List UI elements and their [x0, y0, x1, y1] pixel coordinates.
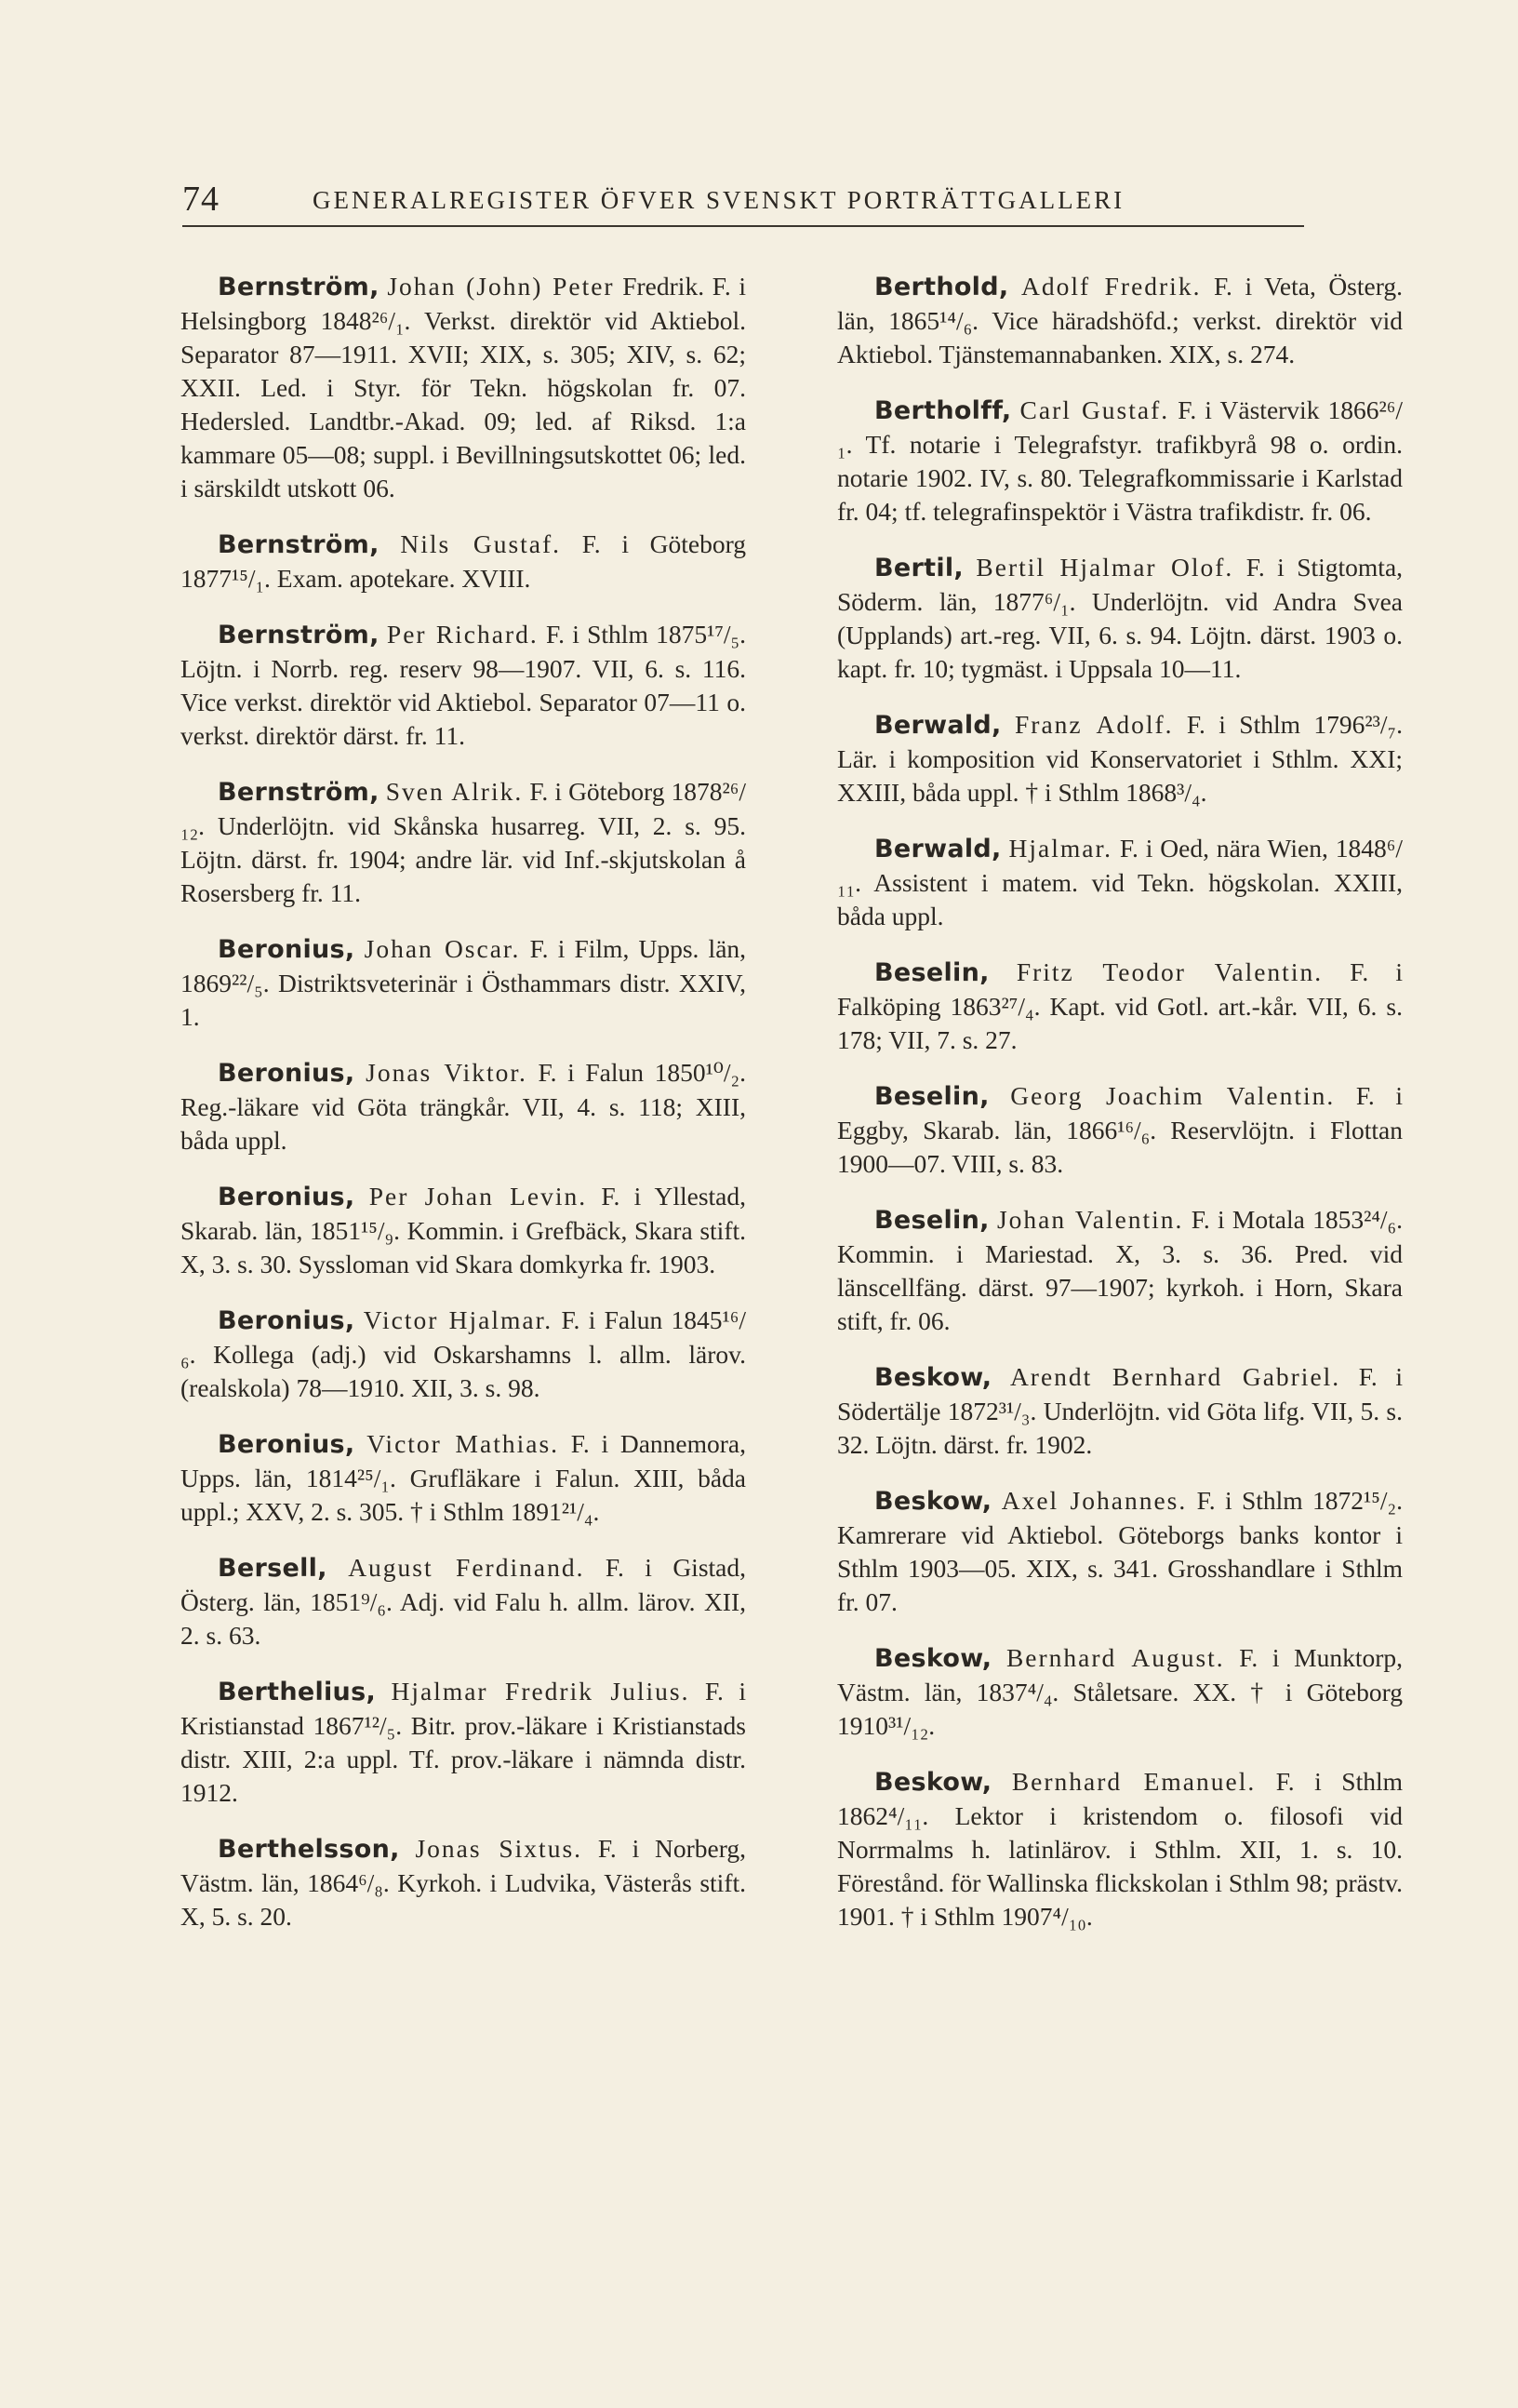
entry-given-names: Adolf Fredrik.: [1020, 272, 1202, 301]
entry-surname: Bernström,: [218, 530, 380, 559]
entry-details: F. i Eggby, Skarab. län, 1866¹⁶/₆. Reservlöjtn. i Flottan 1900—07. VIII, s. 83.: [837, 1081, 1403, 1178]
register-entry: [180, 1675, 746, 1810]
entry-surname: Berwald,: [874, 711, 1002, 740]
entry-given-names: Bertil Hjalmar Olof.: [976, 553, 1234, 582]
entry-surname: Berthelius,: [218, 1678, 377, 1706]
entry-details: F. i Motala 1853²⁴/₆. Kommin. i Mariestad. X, 3. s. 36. Pred. vid länscellfäng. därst. 97—1907; kyrkoh. i Horn, Skara stift, fr. 06.: [837, 1205, 1404, 1335]
register-entry: [837, 1641, 1403, 1743]
entry-surname: Berthold,: [874, 273, 1009, 301]
entry-given-names: Bernhard August.: [1005, 1643, 1225, 1672]
entry-details: F. i Gistad, Österg. län, 1851⁹/₆. Adj. vid Falu h. allm. lärov. XII, 2. s. 63.: [180, 1553, 746, 1650]
entry-details: F. i Falköping 1863²⁷/₄. Kapt. vid Gotl. art.-kår. VII, 6. s. 178; VII, 7. s. 27.: [837, 957, 1404, 1054]
entry-details: F. i Dannemora, Upps. län, 1814²⁵/₁. Grufläkare i Falun. XIII, båda uppl.; XXV, 2. s. 305. † i Sthlm 1891²¹/₄.: [180, 1429, 746, 1526]
register-entry: [837, 1360, 1403, 1462]
register-entry: [180, 270, 746, 505]
entry-surname: Beronius,: [218, 1306, 355, 1335]
entry-details: F. i Veta, Österg. län, 1865¹⁴/₆. Vice häradshöfd.; verkst. direktör vid Aktiebol. Tjänstemannabanken. XIX, s. 274.: [837, 272, 1404, 368]
register-entry: [837, 708, 1403, 809]
entry-surname: Bernström,: [218, 778, 380, 807]
entry-given-names: Axel Johannes.: [1001, 1486, 1188, 1515]
entry-details: F. i Västervik 1866²⁶/₁. Tf. notarie i Telegrafstyr. trafikbyrå 98 o. ordin. notarie 1902. IV, s. 80. Telegrafkommissarie i Karlstad fr. 04; tf. telegrafinspektör i Västra trafikdistr. fr. 06.: [837, 395, 1404, 526]
entry-given-names: August Ferdinand.: [348, 1553, 585, 1582]
running-title: GENERALREGISTER ÖFVER SVENSKT PORTRÄTTGALLERI: [313, 186, 1125, 214]
entry-given-names: Sven Alrik.: [385, 777, 524, 806]
entry-given-names: Jonas Sixtus.: [415, 1834, 583, 1863]
entry-given-names: Franz Adolf.: [1015, 710, 1174, 739]
register-entry: [180, 775, 746, 910]
entry-given-names: Victor Hjalmar.: [363, 1305, 553, 1334]
entry-given-names: Georg Joachim Valentin.: [1010, 1081, 1336, 1110]
entry-given-names: Fritz Teodor Valentin.: [1016, 957, 1324, 986]
entry-surname: Beselin,: [874, 958, 990, 987]
register-entry: [837, 1079, 1403, 1181]
entry-surname: Beselin,: [874, 1206, 990, 1235]
entry-given-names: Victor Mathias.: [366, 1429, 560, 1458]
register-entry: [180, 1056, 746, 1157]
register-entry: [837, 394, 1403, 528]
entry-surname: Beronius,: [218, 935, 355, 964]
entry-details: F. i Norberg, Västm. län, 1864⁶/₈. Kyrkoh. i Ludvika, Västerås stift. X, 5. s. 20.: [180, 1834, 747, 1931]
right-column: [837, 270, 1403, 1956]
entry-details: F. i Oed, nära Wien, 1848⁶/₁₁. Assistent i matem. vid Tekn. högskolan. XXIII, båda uppl.: [837, 834, 1403, 930]
entry-details: F. i Munktorp, Västm. län, 1837⁴/₄. Ståletsare. XX. † i Göteborg 1910³¹/₁₂.: [837, 1643, 1403, 1740]
entry-details: F. i Stigtomta, Söderm. län, 1877⁶/₁. Underlöjtn. vid Andra Svea (Upplands) art.-reg. VII, 6. s. 94. Löjtn. därst. 1903 o. kapt. fr. 10; tygmäst. i Uppsala 10—11.: [837, 553, 1404, 683]
entry-details: F. i Yllestad, Skarab. län, 1851¹⁵/₉. Kommin. i Grefbäck, Skara stift. X, 3. s. 30. Syssloman vid Skara domkyrka fr. 1903.: [180, 1182, 747, 1278]
entry-given-names: Bernhard Emanuel.: [1011, 1767, 1257, 1796]
entry-details: F. i Göteborg 1878²⁶/₁₂. Underlöjtn. vid Skånska husarreg. VII, 2. s. 95. Löjtn. därst. fr. 1904; andre lär. vid Inf.-skjutskolan å Rosersberg fr. 11.: [180, 777, 746, 907]
register-entry: [180, 1304, 746, 1405]
entry-given-names: Carl Gustaf.: [1019, 395, 1170, 424]
register-entry: [837, 1484, 1403, 1619]
entry-surname: Bernström,: [218, 273, 380, 301]
entry-details: F. i Kristianstad 1867¹²/₅. Bitr. prov.-läkare i Kristianstads distr. XIII, 2:a uppl. Tf. prov.-läkare i nämnda distr. 1912.: [180, 1677, 746, 1807]
register-entry: [837, 270, 1403, 371]
register-entry: [180, 1180, 746, 1281]
entry-given-names: Johan Valentin.: [996, 1205, 1184, 1234]
entry-surname: Beronius,: [218, 1183, 355, 1211]
entry-surname: Beskow,: [874, 1768, 992, 1797]
entry-details: F. i Södertälje 1872³¹/₃. Underlöjtn. vid Göta lifg. VII, 5. s. 32. Löjtn. därst. fr. 1902.: [837, 1362, 1403, 1459]
entry-surname: Bersell,: [218, 1554, 327, 1583]
entry-given-names: Arendt Bernhard Gabriel.: [1009, 1362, 1341, 1391]
entry-surname: Bertil,: [874, 554, 964, 582]
register-entry: [837, 832, 1403, 933]
register-entry: [180, 618, 746, 753]
entry-details: F. i Sthlm 1862⁴/₁₁. Lektor i kristendom o. filosofi vid Norrmalms h. latinlärov. i Sthlm. XII, 1. s. 10. Förestånd. för Wallinska flickskolan i Sthlm 98; prästv. 1901. † i Sthlm 1907⁴/₁₀.: [837, 1767, 1404, 1931]
register-entry: [180, 1427, 746, 1529]
entry-surname: Beselin,: [874, 1082, 990, 1111]
entry-given-names: Per Johan Levin.: [368, 1182, 588, 1211]
entry-surname: Beskow,: [874, 1363, 992, 1392]
register-entry: [180, 528, 746, 595]
left-column: [180, 270, 746, 1956]
register-entry: [837, 956, 1403, 1057]
entry-details: F. i Falun 1845¹⁶/₆. Kollega (adj.) vid Oskarshamns l. allm. lärov. (realskola) 78—1910. XII, 3. s. 98.: [180, 1305, 747, 1402]
entry-given-names: Hjalmar Fredrik Julius.: [391, 1677, 690, 1706]
register-entry: [180, 1551, 746, 1652]
entry-surname: Bertholff,: [874, 396, 1012, 425]
entry-surname: Beskow,: [874, 1644, 992, 1673]
entry-given-names: Jonas Viktor.: [366, 1058, 527, 1087]
entry-surname: Berwald,: [874, 835, 1002, 863]
entry-details: Fredrik. F. i Helsingborg 1848²⁶/₁. Verkst. direktör vid Aktiebol. Separator 87—1911. XVII; XIX, s. 305; XIV, s. 62; XXII. Led. i Styr. för Tekn. högskolan fr. 07. Hedersled. Landtbr.-Akad. 09; led. af Riksd. 1:a kammare 05—08; suppl. i Bevillningsutskottet 06; led. i särskildt utskott 06.: [180, 272, 746, 502]
page-header: [182, 177, 1304, 227]
register-entry: [180, 1832, 746, 1933]
entry-surname: Bernström,: [218, 621, 380, 649]
entry-details: F. i Sthlm 1796²³/₇. Lär. i komposition vid Konservatoriet i Sthlm. XXI; XXIII, båda uppl. † i Sthlm 1868³/₄.: [837, 710, 1404, 807]
entry-details: F. i Göteborg 1877¹⁵/₁. Exam. apotekare. XVIII.: [180, 529, 747, 593]
entry-given-names: Johan Oscar.: [364, 934, 521, 963]
entry-given-names: Hjalmar.: [1008, 834, 1112, 863]
entry-surname: Beskow,: [874, 1487, 992, 1516]
entry-details: F. i Film, Upps. län, 1869²²/₅. Distriktsveterinär i Östhammars distr. XXIV, 1.: [180, 934, 747, 1031]
entry-surname: Berthelsson,: [218, 1835, 400, 1864]
entry-details: F. i Sthlm 1872¹⁵/₂. Kamrerare vid Aktiebol. Göteborgs banks kontor i Sthlm 1903—05. XIX, s. 341. Grosshandlare i Sthlm fr. 07.: [837, 1486, 1403, 1616]
register-entry: [837, 1203, 1403, 1338]
entry-details: F. i Falun 1850¹⁰/₂. Reg.-läkare vid Göta trängkår. VII, 4. s. 118; XIII, båda uppl.: [180, 1058, 747, 1155]
entry-surname: Beronius,: [218, 1430, 355, 1459]
entry-surname: Beronius,: [218, 1059, 355, 1088]
entry-given-names: Nils Gustaf.: [400, 529, 562, 558]
entry-given-names: Per Richard.: [386, 620, 539, 649]
register-entry: [837, 551, 1403, 686]
page-number: 74: [182, 180, 220, 219]
register-entry: [180, 932, 746, 1034]
register-entry: [837, 1765, 1403, 1933]
entry-given-names: Johan (John) Peter: [387, 272, 615, 301]
entry-details: F. i Sthlm 1875¹⁷/₅. Löjtn. i Norrb. reg. reserv 98—1907. VII, 6. s. 116. Vice verkst. direktör vid Aktiebol. Separator 07—11 o. verkst. direktör därst. fr. 11.: [180, 620, 747, 750]
